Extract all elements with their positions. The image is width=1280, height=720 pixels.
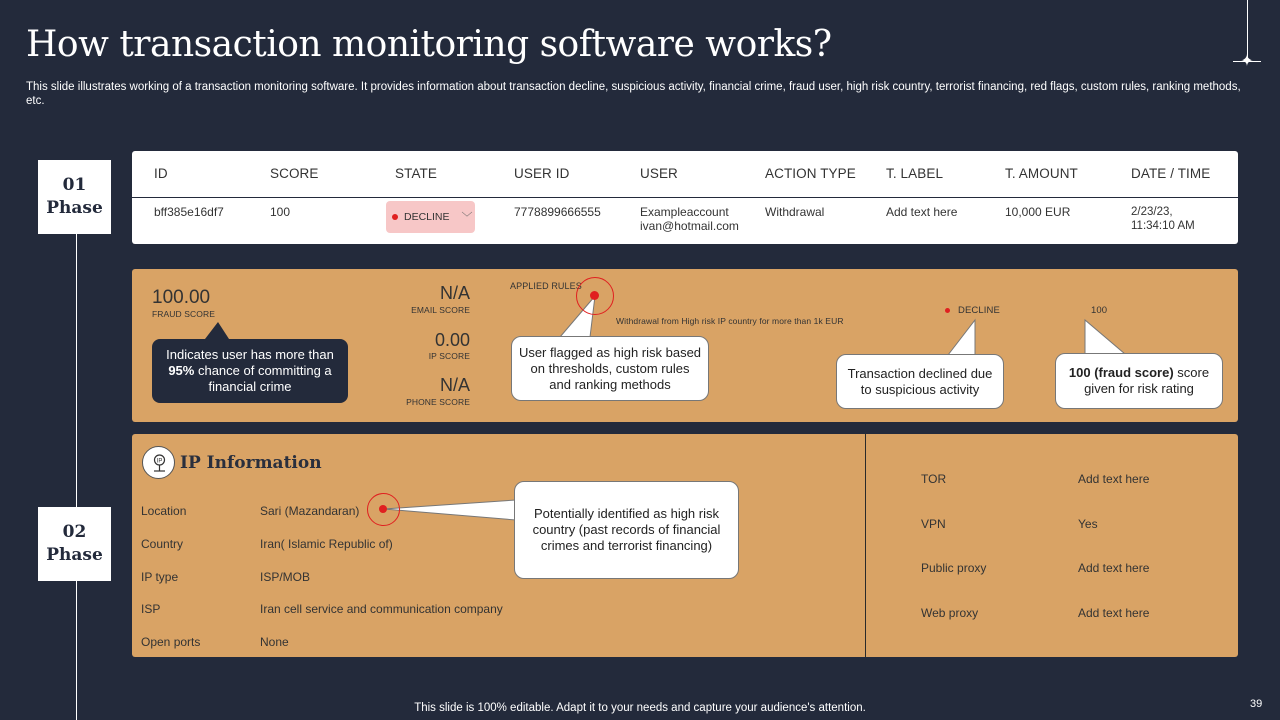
proxy-key-web-proxy: Web proxy	[921, 606, 979, 620]
risk-score-value: 100	[1091, 305, 1108, 316]
location-callout: Potentially identified as high risk country (past records of financial crimes and terrorist financing)	[514, 481, 739, 579]
phase-number: 02	[62, 522, 87, 542]
user-name: Exampleaccount	[640, 205, 729, 219]
location-pin-icon	[142, 446, 175, 479]
col-header-action-type: ACTION TYPE	[765, 166, 856, 181]
phase-label: Phase	[46, 198, 103, 218]
ip-value-open-ports: None	[260, 635, 289, 649]
cell-user-id: 7778899666555	[514, 205, 601, 219]
phase-label: Phase	[46, 545, 103, 565]
col-header-user-id: USER ID	[514, 166, 570, 181]
rules-callout: User flagged as high risk based on thresholds, custom rules and ranking methods	[511, 336, 709, 401]
decline-label: DECLINE	[958, 305, 1000, 316]
footer-note: This slide is 100% editable. Adapt it to your needs and capture your audience's attention.	[414, 702, 866, 714]
proxy-value-web-proxy: Add text here	[1078, 606, 1150, 620]
score-callout-text: 100 (fraud score) score given for risk rating	[1068, 365, 1210, 396]
state-value: DECLINE	[404, 211, 450, 223]
fraud-score-value: 100.00	[152, 287, 211, 308]
ip-value-ip-type: ISP/MOB	[260, 570, 311, 584]
ip-key-country: Country	[141, 537, 184, 551]
date-line: 2/23/23,	[1131, 206, 1173, 218]
slide-subtitle: This slide illustrates working of a transaction monitoring software. It provides information about transaction decline, suspicious activity, financial crime, fraud user, high risk country, terrorist financing, red flags, custom rules, ranking methods, etc.	[26, 81, 1241, 107]
chevron-down-icon: ﹀	[461, 212, 473, 224]
ip-value-country: Iran( Islamic Republic of)	[260, 537, 393, 551]
col-header-id: ID	[154, 166, 168, 181]
col-header-score: SCORE	[270, 166, 319, 181]
proxy-key-tor: TOR	[921, 472, 947, 486]
user-email: ivan@hotmail.com	[640, 219, 739, 233]
ip-key-isp: ISP	[141, 602, 161, 616]
fraud-score-label: FRAUD SCORE	[152, 309, 215, 319]
slide-title: How transaction monitoring software works?	[26, 24, 832, 65]
proxy-key-vpn: VPN	[921, 517, 946, 531]
fraud-note-callout	[152, 339, 348, 403]
sparkle-icon: ✦	[1240, 53, 1254, 70]
timeline-line	[76, 234, 77, 720]
cell-action-type: Withdrawal	[765, 205, 825, 219]
decline-callout: Transaction declined due to suspicious activity	[836, 354, 1004, 409]
proxy-value-vpn: Yes	[1078, 517, 1098, 531]
ip-score-label: IP SCORE	[428, 351, 470, 361]
email-score-label: EMAIL SCORE	[411, 305, 470, 315]
col-header-state: STATE	[395, 166, 438, 181]
ip-value-isp: Iran cell service and communication company	[260, 602, 503, 616]
ip-key-ip-type: IP type	[141, 570, 179, 584]
col-header-t-amount: T. AMOUNT	[1005, 166, 1078, 181]
ip-info-title: IP Information	[180, 453, 322, 473]
transaction-table	[132, 151, 1238, 244]
proxy-key-public-proxy: Public proxy	[921, 561, 987, 575]
decline-dot-icon	[945, 308, 950, 313]
phase-01-badge	[38, 160, 111, 234]
phone-score-label: PHONE SCORE	[406, 397, 470, 407]
time-line: 11:34:10 AM	[1131, 220, 1195, 232]
col-header-date-time: DATE / TIME	[1131, 166, 1211, 181]
applied-rule-text: Withdrawal from High risk IP country for more than 1k EUR	[616, 316, 844, 326]
ip-value-location: Sari (Mazandaran)	[260, 504, 360, 518]
state-dropdown[interactable]	[386, 201, 475, 233]
ip-key-open-ports: Open ports	[141, 635, 201, 649]
table-divider	[132, 197, 1238, 198]
applied-rules-label: APPLIED RULES	[510, 281, 582, 291]
proxy-value-tor: Add text here	[1078, 472, 1150, 486]
cell-score: 100	[270, 205, 291, 219]
page-number: 39	[1250, 698, 1263, 710]
applied-rules-marker-dot	[590, 291, 599, 300]
proxy-value-public-proxy: Add text here	[1078, 561, 1150, 575]
cell-t-amount: 10,000 EUR	[1005, 205, 1071, 219]
ip-score-value: 0.00	[434, 330, 470, 350]
cell-user	[640, 205, 739, 233]
cell-date-time	[1131, 205, 1195, 233]
ip-key-location: Location	[141, 504, 187, 518]
status-dot-icon	[392, 214, 398, 220]
phase-02-badge	[38, 507, 111, 581]
col-header-t-label: T. LABEL	[886, 166, 944, 181]
cell-t-label: Add text here	[886, 205, 958, 219]
fraud-note-text: Indicates user has more than 95% chance of committing a financial crime	[166, 347, 334, 394]
panel-divider	[865, 434, 866, 657]
score-callout	[1055, 353, 1223, 409]
cell-id: bff385e16df7	[154, 205, 224, 219]
email-score-value: N/A	[439, 283, 470, 303]
col-header-user: USER	[640, 166, 678, 181]
location-marker-dot	[379, 505, 387, 513]
phase-number: 01	[62, 175, 87, 195]
phone-score-value: N/A	[439, 375, 470, 395]
svg-text:IP: IP	[156, 458, 163, 465]
